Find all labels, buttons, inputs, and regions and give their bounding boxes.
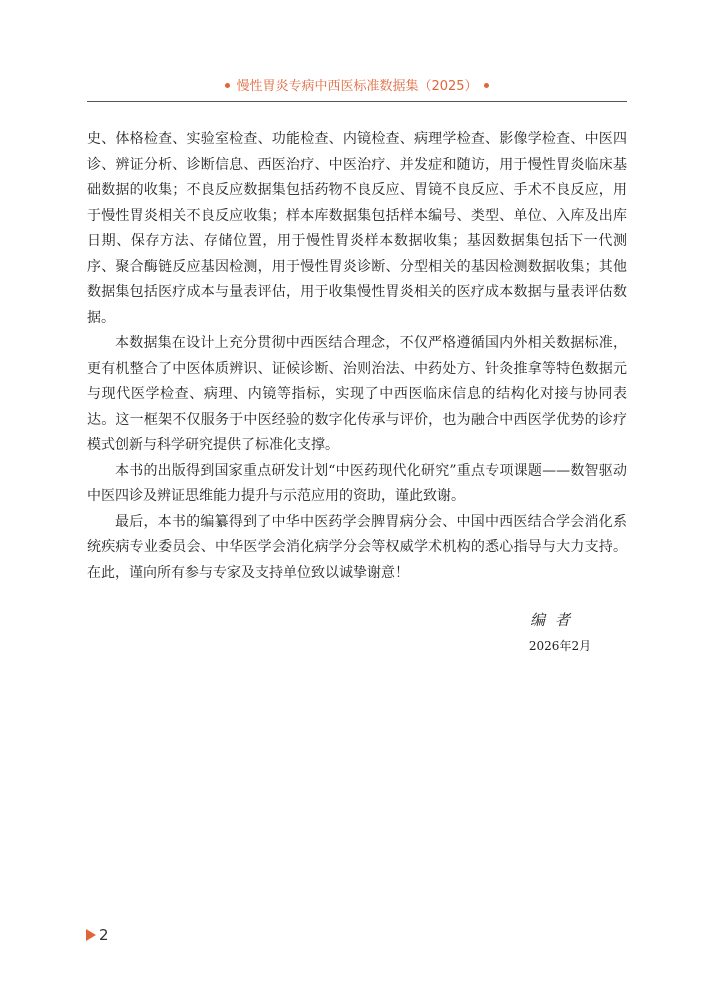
paragraph: 最后，本书的编纂得到了中华中医药学会脾胃病分会、中国中西医结合学会消化系统疾病专业委员会、中华医学会消化病学分会等权威学术机构的悉心指导与大力支持。在此，谨向所有参与专家及支持单位致以诚挚谢意！ (87, 513, 627, 581)
page-number: 2 (99, 926, 109, 944)
running-header (87, 78, 627, 96)
paragraph: 本数据集在设计上充分贯彻中西医结合理念，不仅严格遵循国内外相关数据标准，更有机整合了中医体质辨识、证候诊断、治则治法、中药处方、针灸推拿等特色数据元与现代医学检查、病理、内镜等指标，实现了中西医临床信息的结构化对接与协同表达。这一框架不仅服务于中医经验的数字化传承与评价，也为融合中西医学优势的诊疗模式创新与科学研究提供了标准化支撑。 (87, 335, 627, 453)
preface-body (87, 127, 627, 586)
paragraph: 本书的出版得到国家重点研发计划“中医药现代化研究”重点专项课题——数智驱动中医四诊及辨证思维能力提升与示范应用的资助，谨此致谢。 (87, 462, 627, 504)
triangle-marker-icon (86, 929, 96, 941)
bullet-dot-icon (225, 83, 230, 88)
bullet-dot-icon (484, 83, 489, 88)
book-title: 慢性胃炎专病中西医标准数据集（2025） (236, 79, 478, 94)
header-divider (87, 101, 627, 102)
paragraph-continued: 史、体格检查、实验室检查、功能检查、内镜检查、病理学检查、影像学检查、中医四诊、辨证分析、诊断信息、西医治疗、中医治疗、并发症和随访，用于慢性胃炎临床基础数据的收集；不良反应数据集包括药物不良反应、胃镜不良反应、手术不良反应，用于慢性胃炎相关不良反应收集；样本库数据集包括样本编号、类型、单位、入库及出库日期、保存方法、存储位置，用于慢性胃炎样本数据收集；基因数据集包括下一代测序、聚合酶链反应基因检测，用于慢性胃炎诊断、分型相关的基因检测数据收集；其他数据集包括医疗成本与量表评估，用于收集慢性胃炎相关的医疗成本数据与量表评估数据。 (87, 131, 627, 326)
page-footer (86, 925, 109, 945)
editor-signature: 编者 (529, 611, 580, 629)
preface-date: 2026年2月 (528, 639, 592, 653)
